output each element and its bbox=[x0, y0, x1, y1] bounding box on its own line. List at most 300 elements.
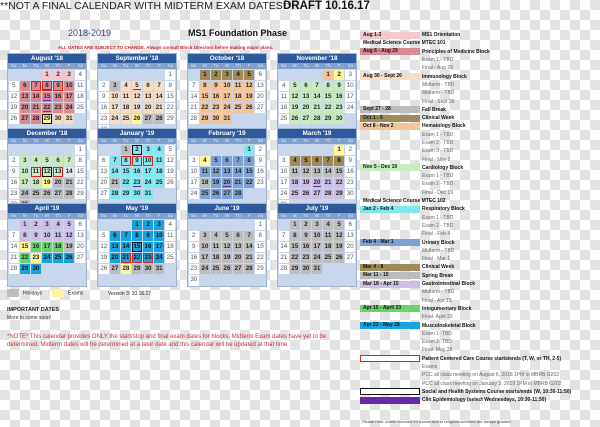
calendar-day: 17 bbox=[312, 242, 323, 253]
calendar-day: 8 bbox=[42, 81, 53, 92]
schedule-block bbox=[360, 72, 600, 80]
weekday-label: M bbox=[202, 138, 207, 143]
calendar-day: 18 bbox=[53, 242, 64, 253]
empty-day bbox=[154, 70, 165, 81]
spacer bbox=[360, 90, 420, 97]
empty-day bbox=[53, 275, 64, 286]
empty-day bbox=[233, 275, 244, 286]
legend-exams-label: Exams bbox=[68, 290, 84, 297]
calendar-day: 7 bbox=[312, 81, 323, 92]
course-heading bbox=[360, 39, 600, 47]
empty-day bbox=[255, 114, 266, 125]
spacer bbox=[360, 231, 420, 238]
month-title: August '18 bbox=[8, 54, 86, 63]
subitem-label: Exam 2- TBD bbox=[422, 339, 452, 346]
calendar-day: 4 bbox=[233, 70, 244, 81]
calendar-day: 3 bbox=[64, 70, 75, 81]
empty-day bbox=[132, 275, 143, 286]
calendar-day: 2 bbox=[255, 145, 266, 156]
empty-day bbox=[110, 145, 121, 156]
empty-day bbox=[200, 275, 211, 286]
calendar-day: 15 bbox=[255, 242, 266, 253]
weekday-label: M bbox=[22, 213, 27, 218]
weekday-label: W bbox=[314, 63, 320, 68]
calendar-day: 17 bbox=[42, 242, 53, 253]
weekday-label: Sa bbox=[77, 63, 84, 68]
spacer bbox=[360, 148, 420, 155]
empty-day bbox=[53, 264, 64, 275]
calendar-day: 14 bbox=[9, 242, 20, 253]
calendar-day: 9 bbox=[9, 167, 20, 178]
calendar-day: 8 bbox=[255, 231, 266, 242]
calendar-day: 28 bbox=[312, 114, 323, 125]
weekday-header bbox=[8, 213, 86, 219]
calendar-day: 19 bbox=[9, 103, 20, 114]
calendar-day: 20 bbox=[99, 178, 110, 189]
calendar-day: 16 bbox=[132, 167, 143, 178]
calendar-day: 26 bbox=[290, 114, 301, 125]
month-calendar bbox=[7, 53, 87, 137]
calendar-day: 20 bbox=[301, 103, 312, 114]
legend-exams bbox=[52, 289, 83, 297]
month-title: October '18 bbox=[188, 54, 266, 63]
calendar-day: 10 bbox=[200, 242, 211, 253]
calendar-day: 21 bbox=[312, 103, 323, 114]
schedule-list bbox=[360, 31, 600, 404]
legend-swatch bbox=[360, 388, 420, 395]
weekday-header bbox=[98, 138, 176, 144]
calendar-day: 23 bbox=[31, 253, 42, 264]
calendar-day: 8 bbox=[20, 231, 31, 242]
calendar-day: 24 bbox=[279, 189, 290, 200]
block-name: Principles of Medicine Block bbox=[422, 48, 490, 55]
calendar-day: 23 bbox=[143, 253, 154, 264]
calendar-day: 30 bbox=[301, 264, 312, 275]
legend-holidays bbox=[7, 289, 42, 297]
weekday-label: F bbox=[337, 63, 341, 68]
weekday-label: W bbox=[314, 138, 320, 143]
calendar-day: 5 bbox=[244, 70, 255, 81]
calendar-day: 16 bbox=[345, 167, 356, 178]
calendar-day: 5 bbox=[64, 220, 75, 231]
calendar-day: 6 bbox=[143, 81, 154, 92]
weekday-label: Tu bbox=[213, 63, 219, 68]
calendar-day: 25 bbox=[211, 264, 222, 275]
calendar-day: 23 bbox=[53, 103, 64, 114]
calendar-day: 18 bbox=[165, 242, 176, 253]
calendar-day: 7 bbox=[323, 156, 334, 167]
block-dates: Oct 1 - 5 bbox=[360, 115, 420, 122]
empty-day bbox=[279, 70, 290, 81]
weekday-label: Sa bbox=[347, 213, 354, 218]
calendar-day: 4 bbox=[165, 220, 176, 231]
block-dates: Apr 23 - May 28 bbox=[360, 322, 420, 329]
schedule-subitem bbox=[360, 313, 600, 321]
month-title: June '19 bbox=[188, 204, 266, 213]
weekday-label: Tu bbox=[213, 138, 219, 143]
calendar-day: 6 bbox=[255, 70, 266, 81]
schedule-block bbox=[360, 31, 600, 39]
legend-swatch bbox=[360, 355, 420, 362]
month-calendar bbox=[277, 53, 357, 137]
course-heading-label: Medical Science Course MTEC 102 bbox=[363, 198, 446, 205]
calendar-day: 10 bbox=[64, 81, 75, 92]
weekday-label: F bbox=[247, 138, 251, 143]
calendar-day: 10 bbox=[312, 231, 323, 242]
calendar-day: 20 bbox=[53, 178, 64, 189]
calendar-day: 11 bbox=[200, 167, 211, 178]
subitem-label: Final - Apr 15 bbox=[422, 297, 452, 304]
calendar-day: 18 bbox=[279, 103, 290, 114]
calendar-day: 18 bbox=[323, 242, 334, 253]
empty-day bbox=[132, 70, 143, 81]
calendar-day: 28 bbox=[154, 114, 165, 125]
calendar-day: 24 bbox=[20, 189, 31, 200]
empty-day bbox=[9, 70, 20, 81]
calendar-day: 14 bbox=[323, 167, 334, 178]
calendar-day: 2 bbox=[301, 220, 312, 231]
calendar-day: 19 bbox=[165, 167, 176, 178]
subitem-label: PCC all class meeting on August 6, 2018 1PM in MBRB G202 bbox=[422, 372, 560, 379]
calendar-day: 27 bbox=[222, 189, 233, 200]
calendar-day: 2 bbox=[143, 220, 154, 231]
academic-year: 2018-2019 bbox=[68, 28, 112, 38]
calendar-day: 24 bbox=[110, 114, 121, 125]
calendar-day: 25 bbox=[154, 178, 165, 189]
calendar-day: 13 bbox=[345, 231, 356, 242]
weekday-label: Tu bbox=[33, 213, 39, 218]
calendar-day: 23 bbox=[255, 178, 266, 189]
spacer bbox=[360, 339, 420, 346]
calendar-day: 28 bbox=[279, 264, 290, 275]
subitem-label: Midterm - TBD bbox=[422, 90, 455, 97]
calendar-day: 14 bbox=[110, 167, 121, 178]
legend-label: Clin Epidemiology (select Wednesdays, 10:30-11:50) bbox=[422, 397, 547, 404]
spacer bbox=[360, 65, 420, 72]
calendar-day: 4 bbox=[31, 156, 42, 167]
weekday-label: Th bbox=[145, 63, 151, 68]
schedule-subitem bbox=[360, 172, 600, 180]
calendar-day: 9 bbox=[334, 81, 345, 92]
spacer bbox=[360, 347, 420, 354]
calendar-day: 5 bbox=[99, 231, 110, 242]
calendar-day: 25 bbox=[75, 103, 86, 114]
subitem-label: Exam 3 - TBD bbox=[422, 148, 454, 155]
calendar-day: 25 bbox=[121, 114, 132, 125]
calendar-day: 8 bbox=[200, 81, 211, 92]
calendar-day: 21 bbox=[64, 178, 75, 189]
weekday-header bbox=[188, 138, 266, 144]
empty-day bbox=[9, 145, 20, 156]
empty-day bbox=[110, 70, 121, 81]
calendar-day: 25 bbox=[290, 189, 301, 200]
calendar-day: 19 bbox=[132, 103, 143, 114]
empty-day bbox=[189, 145, 200, 156]
spacer bbox=[360, 380, 420, 387]
calendar-day: 31 bbox=[312, 264, 323, 275]
schedule-subitem bbox=[360, 346, 600, 354]
calendar-day: 9 bbox=[143, 231, 154, 242]
calendar-day: 4 bbox=[200, 156, 211, 167]
weekday-label: Tu bbox=[123, 213, 129, 218]
schedule-block bbox=[360, 280, 600, 288]
calendar-day: 21 bbox=[31, 103, 42, 114]
calendar-day: 26 bbox=[211, 189, 222, 200]
empty-day bbox=[75, 114, 86, 125]
empty-day bbox=[211, 220, 222, 231]
calendar-day: 13 bbox=[20, 92, 31, 103]
calendar-day: 4 bbox=[75, 70, 86, 81]
calendar-day: 26 bbox=[301, 189, 312, 200]
calendar-day: 4 bbox=[290, 156, 301, 167]
empty-day bbox=[20, 70, 31, 81]
calendar-day: 18 bbox=[75, 92, 86, 103]
empty-day bbox=[165, 189, 176, 200]
weekday-label: F bbox=[247, 213, 251, 218]
weekday-header bbox=[98, 63, 176, 69]
schedule-subitem bbox=[360, 363, 600, 371]
calendar-day: 14 bbox=[233, 167, 244, 178]
calendar-day: 5 bbox=[165, 145, 176, 156]
empty-day bbox=[244, 275, 255, 286]
calendar-day: 1 bbox=[165, 70, 176, 81]
calendar-day: 22 bbox=[255, 253, 266, 264]
spacer bbox=[360, 330, 420, 337]
weekday-label: Sa bbox=[167, 213, 174, 218]
calendar-day: 13 bbox=[233, 242, 244, 253]
calendar-day: 7 bbox=[279, 231, 290, 242]
calendar-day: 24 bbox=[189, 189, 200, 200]
block-dates: Feb 4 - Mar 1 bbox=[360, 239, 420, 246]
calendar-day: 25 bbox=[200, 189, 211, 200]
not-final-notice: **NOT A FINAL CALENDAR WITH MIDTERM EXAM DATES** bbox=[0, 0, 291, 12]
calendar-day: 3 bbox=[143, 145, 154, 156]
calendar-day: 20 bbox=[312, 178, 323, 189]
weekday-label: Th bbox=[145, 213, 151, 218]
calendar-day: 30 bbox=[143, 264, 154, 275]
calendar-day: 17 bbox=[64, 92, 75, 103]
weekday-label: Th bbox=[55, 213, 61, 218]
calendar-day: 22 bbox=[75, 178, 86, 189]
calendar-day: 1 bbox=[290, 220, 301, 231]
calendar-day: 24 bbox=[200, 264, 211, 275]
calendar-day: 22 bbox=[132, 253, 143, 264]
weekday-label: Su bbox=[190, 63, 197, 68]
empty-day bbox=[312, 70, 323, 81]
calendar-day: 10 bbox=[345, 81, 356, 92]
weekday-header bbox=[98, 213, 176, 219]
calendar-day: 24 bbox=[64, 103, 75, 114]
calendar-day: 19 bbox=[64, 242, 75, 253]
calendar-day: 15 bbox=[165, 92, 176, 103]
calendar-day: 1 bbox=[334, 145, 345, 156]
schedule-block bbox=[360, 205, 600, 213]
weekday-label: F bbox=[67, 63, 71, 68]
footer-note: Please note: Admin excuses for exams due to religious activities are always granted. bbox=[362, 419, 512, 424]
empty-day bbox=[290, 145, 301, 156]
block-name: Spring Break bbox=[422, 272, 454, 279]
course-heading-label: Medical Science Course MTEC 101 bbox=[363, 40, 446, 47]
empty-day bbox=[42, 275, 53, 286]
weekday-label: Tu bbox=[123, 63, 129, 68]
calendar-day: 17 bbox=[345, 92, 356, 103]
calendar-day: 26 bbox=[64, 253, 75, 264]
weekday-label: Th bbox=[235, 63, 241, 68]
calendar-day: 19 bbox=[290, 103, 301, 114]
calendar-day: 25 bbox=[323, 253, 334, 264]
calendar-day: 15 bbox=[42, 92, 53, 103]
weekday-label: Su bbox=[190, 213, 197, 218]
weekday-label: W bbox=[44, 138, 50, 143]
calendar-day: 18 bbox=[154, 167, 165, 178]
calendar-day: 19 bbox=[244, 92, 255, 103]
important-dates-text: More to come soon! bbox=[7, 315, 52, 321]
calendar-day: 6 bbox=[345, 220, 356, 231]
calendar-day: 8 bbox=[121, 156, 132, 167]
calendar-day: 5 bbox=[290, 81, 301, 92]
weekday-label: Su bbox=[280, 213, 287, 218]
empty-day bbox=[53, 145, 64, 156]
calendar-day: 7 bbox=[121, 231, 132, 242]
empty-day bbox=[312, 275, 323, 286]
calendar-day: 6 bbox=[75, 220, 86, 231]
subitem-label: Exam 2 - TBD bbox=[422, 222, 454, 229]
calendar-day: 1 bbox=[42, 70, 53, 81]
empty-day bbox=[20, 145, 31, 156]
calendar-day: 2 bbox=[345, 145, 356, 156]
calendar-day: 12 bbox=[334, 231, 345, 242]
block-dates: Jan 2 - Feb 4 bbox=[360, 206, 420, 213]
calendar-day: 29 bbox=[255, 264, 266, 275]
calendar-day: 25 bbox=[279, 114, 290, 125]
calendar-day: 1 bbox=[323, 70, 334, 81]
month-title: September '18 bbox=[98, 54, 176, 63]
calendar-day: 3 bbox=[312, 220, 323, 231]
calendar-day: 22 bbox=[323, 103, 334, 114]
calendar-day: 9 bbox=[189, 242, 200, 253]
calendar-day: 16 bbox=[334, 92, 345, 103]
holiday-swatch bbox=[7, 289, 19, 297]
month-title: November '18 bbox=[278, 54, 356, 63]
weekday-label: Sa bbox=[257, 63, 264, 68]
subitem-label: Exam 1 - TBD bbox=[422, 131, 454, 138]
calendar-day: 21 bbox=[233, 178, 244, 189]
empty-day bbox=[99, 145, 110, 156]
calendar-day: 14 bbox=[31, 92, 42, 103]
empty-day bbox=[99, 275, 110, 286]
block-name: Respiratory Block bbox=[422, 206, 465, 213]
calendar-day: 16 bbox=[31, 242, 42, 253]
calendar-day: 10 bbox=[279, 167, 290, 178]
draft-label: DRAFT 10.16.17 bbox=[283, 0, 370, 12]
calendar-day: 20 bbox=[233, 253, 244, 264]
calendar-day: 13 bbox=[99, 167, 110, 178]
subitem-label: Exam 1 - TBD bbox=[422, 214, 454, 221]
calendar-day: 26 bbox=[132, 114, 143, 125]
weekday-label: Tu bbox=[33, 138, 39, 143]
calendar-day: 28 bbox=[9, 264, 20, 275]
empty-day bbox=[110, 220, 121, 231]
block-dates: Mar 11 - 15 bbox=[360, 272, 420, 279]
calendar-day: 18 bbox=[121, 103, 132, 114]
weekday-label: M bbox=[202, 213, 207, 218]
calendar-day: 7 bbox=[9, 231, 20, 242]
calendar-day: 12 bbox=[165, 156, 176, 167]
calendar-day: 5 bbox=[9, 81, 20, 92]
weekday-label: F bbox=[67, 213, 71, 218]
calendar-day: 3 bbox=[279, 156, 290, 167]
weekday-label: Su bbox=[100, 63, 107, 68]
subitem-label: Exam 1 - TBD bbox=[422, 57, 454, 64]
legend-swatch bbox=[360, 397, 420, 404]
empty-day bbox=[233, 145, 244, 156]
calendar-day: 3 bbox=[154, 220, 165, 231]
weekday-header bbox=[8, 63, 86, 69]
calendar-day: 29 bbox=[132, 264, 143, 275]
calendar-day: 14 bbox=[312, 92, 323, 103]
calendar-day: 9 bbox=[211, 81, 222, 92]
calendar-day: 21 bbox=[154, 103, 165, 114]
calendar-day: 6 bbox=[110, 231, 121, 242]
calendar-day: 10 bbox=[189, 167, 200, 178]
calendar-day: 11 bbox=[323, 231, 334, 242]
calendar-day: 12 bbox=[211, 167, 222, 178]
calendar-day: 22 bbox=[290, 253, 301, 264]
weekday-label: Su bbox=[10, 138, 17, 143]
spacer bbox=[360, 372, 420, 379]
calendar-day: 26 bbox=[9, 114, 20, 125]
empty-day bbox=[211, 275, 222, 286]
empty-day bbox=[64, 145, 75, 156]
calendar-day: 11 bbox=[154, 156, 165, 167]
calendar-day: 10 bbox=[143, 156, 154, 167]
weekday-label: Tu bbox=[303, 63, 309, 68]
block-name: Musculoskeletal Block bbox=[422, 322, 476, 329]
calendar-day: 20 bbox=[20, 103, 31, 114]
weekday-label: Th bbox=[325, 138, 331, 143]
calendar-day: 24 bbox=[42, 253, 53, 264]
month-calendar bbox=[187, 53, 267, 137]
subitem-label: Midterm - TBD bbox=[422, 81, 455, 88]
calendar-day: 17 bbox=[154, 242, 165, 253]
schedule-block bbox=[360, 106, 600, 114]
calendar-day: 14 bbox=[244, 242, 255, 253]
calendar-day: 19 bbox=[222, 253, 233, 264]
calendar-day: 1 bbox=[244, 145, 255, 156]
calendar-day: 5 bbox=[301, 156, 312, 167]
calendar-day: 22 bbox=[42, 103, 53, 114]
schedule-block bbox=[360, 321, 600, 329]
month-calendar bbox=[187, 128, 267, 212]
empty-day bbox=[222, 220, 233, 231]
calendar-day: 27 bbox=[345, 253, 356, 264]
subitem-label: Midterm - TBD bbox=[422, 289, 455, 296]
calendar-day: 16 bbox=[255, 167, 266, 178]
schedule-block bbox=[360, 114, 600, 122]
calendar-day: 6 bbox=[301, 81, 312, 92]
calendar-day: 31 bbox=[143, 189, 154, 200]
block-dates: Aug 1-3 bbox=[360, 32, 420, 39]
calendar-day: 14 bbox=[189, 92, 200, 103]
empty-day bbox=[255, 275, 266, 286]
calendar-day: 4 bbox=[121, 81, 132, 92]
weekday-label: W bbox=[134, 213, 140, 218]
weekday-label: Th bbox=[325, 213, 331, 218]
block-name: Integumentary Block bbox=[422, 305, 472, 312]
block-name: Clinical Week bbox=[422, 115, 455, 122]
weekday-label: Sa bbox=[347, 63, 354, 68]
month-calendar bbox=[97, 203, 177, 287]
